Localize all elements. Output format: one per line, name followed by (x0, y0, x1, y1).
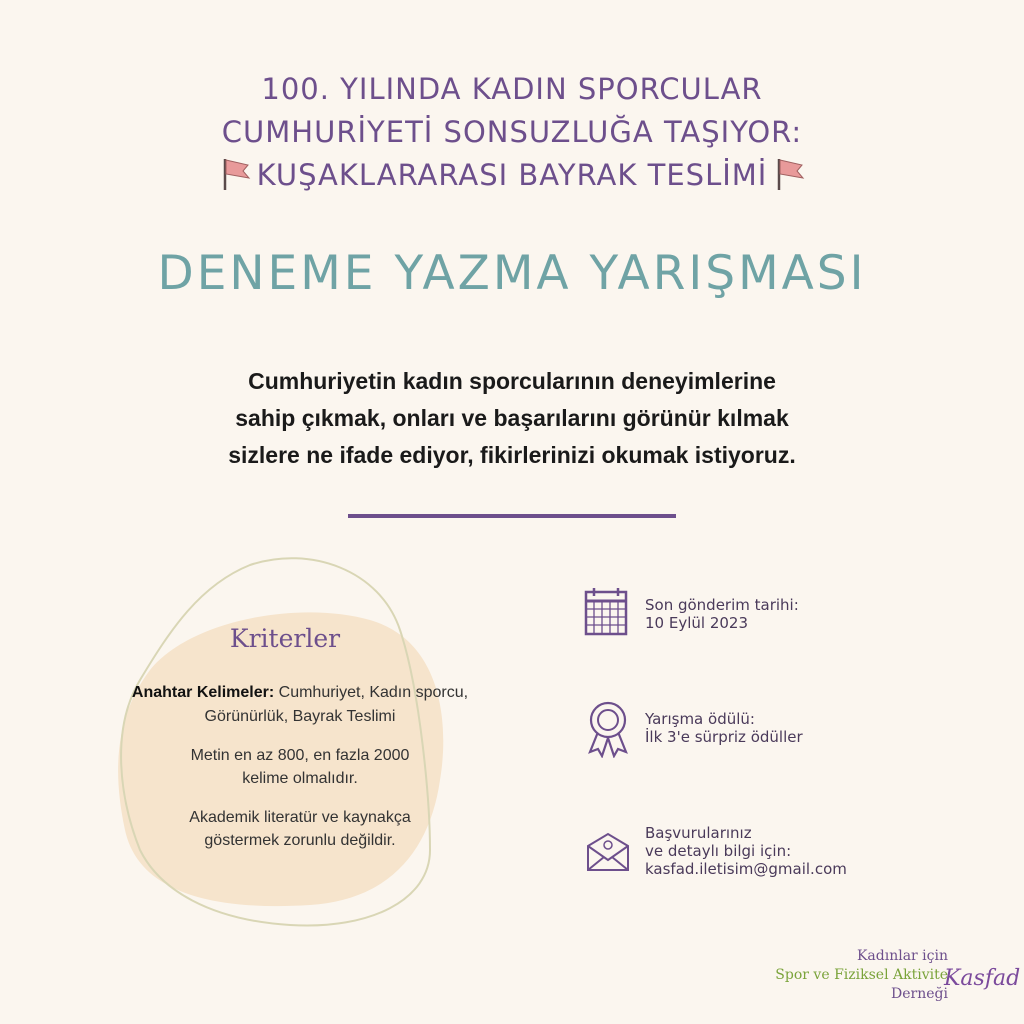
deadline-label: Son gönderim tarihi: (645, 596, 799, 614)
flag-icon (773, 157, 805, 191)
title-line-2: CUMHURİYETİ SONSUZLUĞA TAŞIYOR: (221, 115, 803, 149)
intro-paragraph (100, 363, 924, 474)
title-line-1: 100. YILINDA KADIN SPORCULAR (261, 72, 763, 106)
contact-label-2: ve detaylı bilgi için: (645, 842, 792, 860)
logo-script: Kasfad (944, 966, 1021, 991)
criteria-length-2: kelime olmalıdır. (242, 770, 358, 787)
contact-email[interactable]: kasfad.iletisim@gmail.com (645, 860, 847, 878)
award-ribbon-icon (584, 700, 632, 758)
intro-line-3: sizlere ne ifade ediyor, fikirlerinizi okumak istiyoruz. (228, 442, 796, 468)
logo-line-3: Derneği (891, 986, 948, 1002)
page-title: DENEME YAZMA YARIŞMASI (157, 246, 867, 301)
deadline-date: 10 Eylül 2023 (645, 614, 748, 632)
criteria-keywords-cont: Görünürlük, Bayrak Teslimi (204, 708, 396, 725)
criteria-title: Kriterler (229, 624, 341, 653)
criteria-academic-2: göstermek zorunlu değildir. (204, 832, 396, 849)
prize-info (645, 710, 803, 746)
title-line-3 (0, 154, 1024, 197)
divider (348, 514, 676, 518)
prize-value: İlk 3'e sürpriz ödüller (645, 728, 803, 746)
intro-line-2: sahip çıkmak, onları ve başarılarını görünür kılmak (235, 405, 789, 431)
calendar-icon (584, 586, 628, 636)
keywords-label: Anahtar Kelimeler: (131, 684, 275, 701)
criteria-academic-1: Akademik literatür ve kaynakça (189, 809, 411, 826)
criteria-keywords (60, 681, 540, 704)
prize-label: Yarışma ödülü: (645, 710, 755, 728)
criteria-length-1: Metin en az 800, en fazla 2000 (190, 747, 410, 764)
keywords-value: Cumhuriyet, Kadın sporcu, (274, 684, 469, 701)
logo-line-1: Kadınlar için (856, 948, 948, 964)
title-line-3-text: KUŞAKLARARASI BAYRAK TESLİMİ (256, 158, 768, 192)
contact-info (645, 824, 847, 878)
contact-label-1: Başvurularınız (645, 824, 752, 842)
intro-line-1: Cumhuriyetin kadın sporcularının deneyimlerine (248, 368, 776, 394)
mail-envelope-icon (584, 832, 632, 872)
event-title (0, 68, 1024, 197)
deadline-info (645, 596, 799, 632)
flag-icon (219, 157, 251, 191)
logo-line-2: Spor ve Fiziksel Aktivite (775, 967, 948, 983)
